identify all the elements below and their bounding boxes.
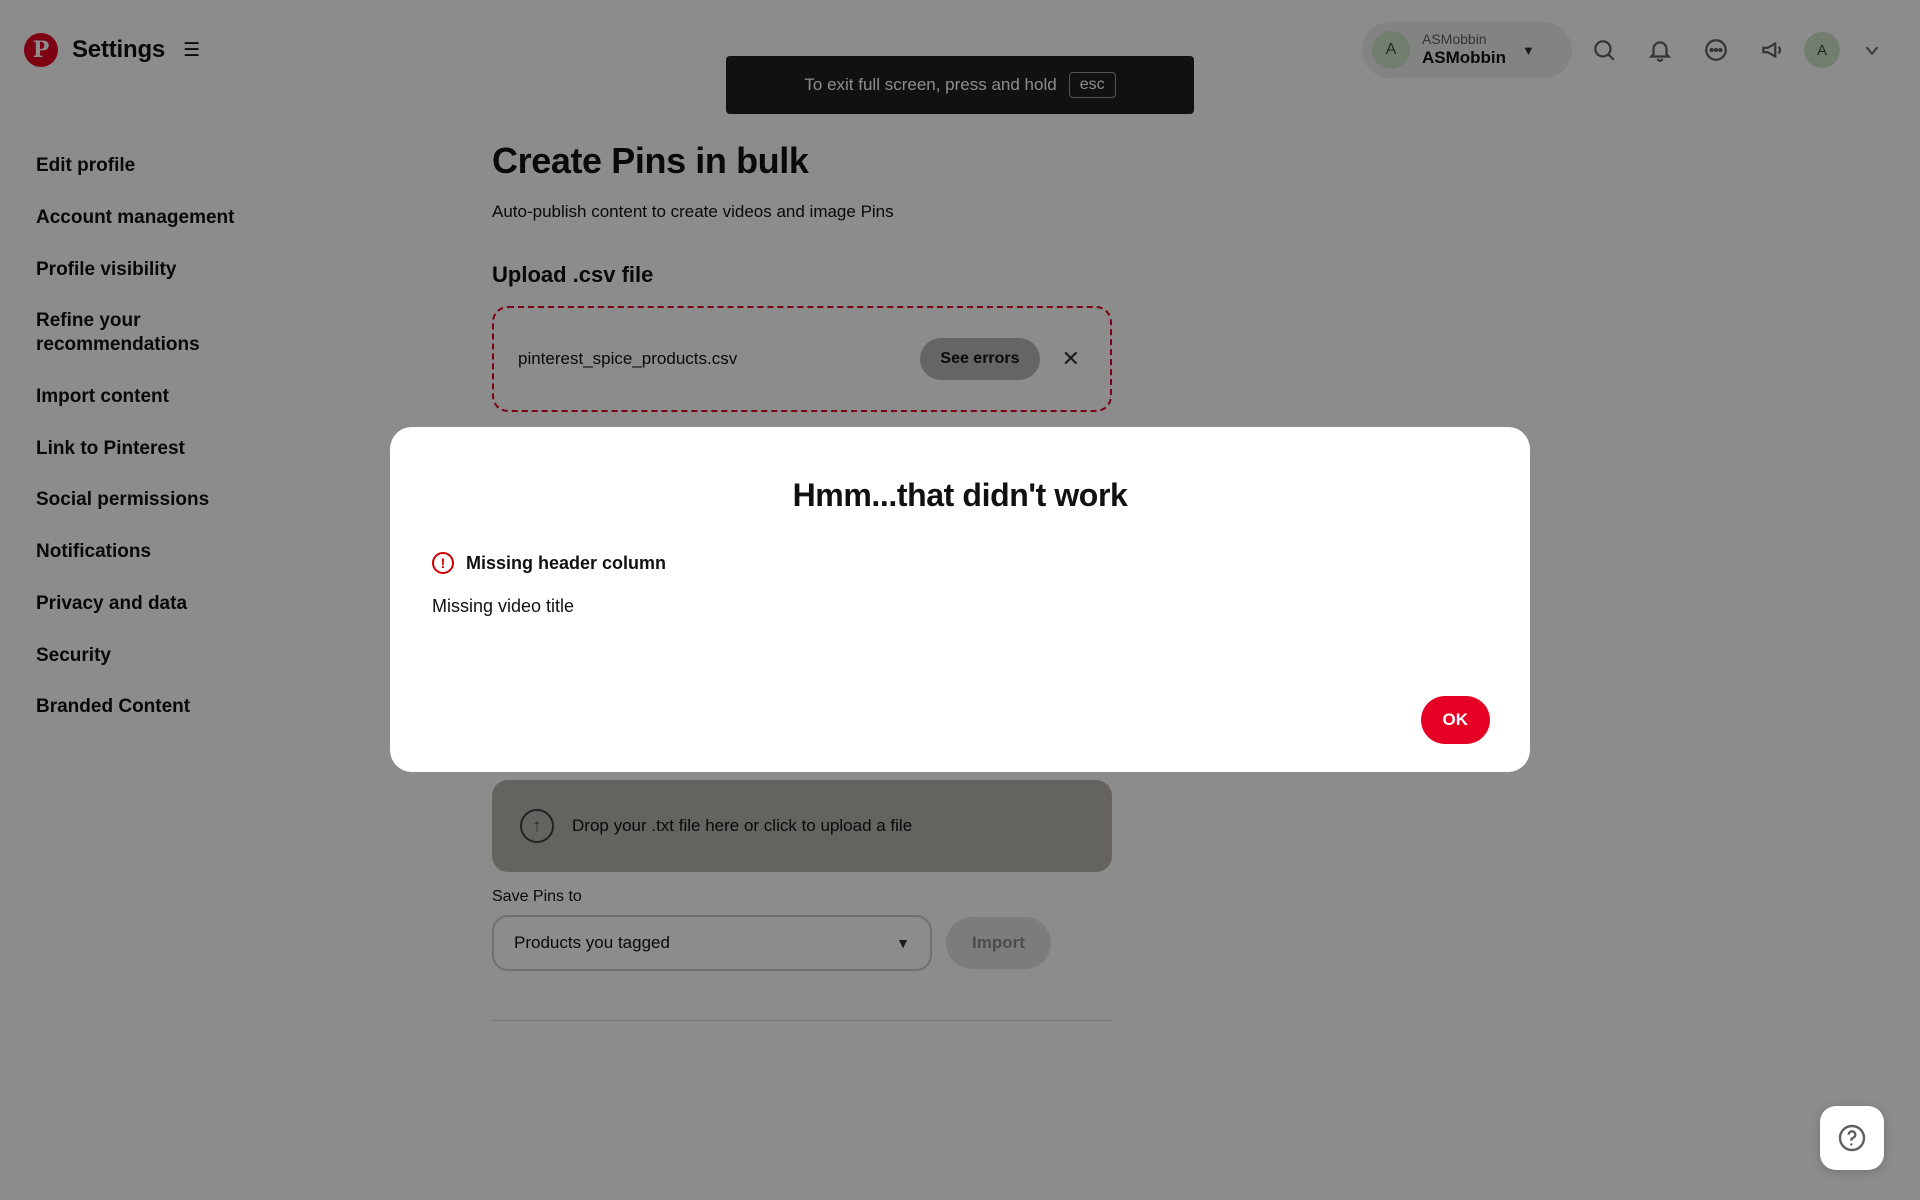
close-icon[interactable]: ✕ xyxy=(1061,346,1080,371)
avatar: A xyxy=(1372,31,1410,69)
sidebar-item-edit-profile[interactable]: Edit profile xyxy=(36,155,136,176)
account-display-name: ASMobbin xyxy=(1422,48,1507,68)
esc-key-badge: esc xyxy=(1069,72,1116,98)
upload-icon: ↑ xyxy=(520,809,554,843)
account-handle: ASMobbin xyxy=(1422,31,1487,48)
page-subtitle: Auto-publish content to create videos and image Pins xyxy=(492,202,894,221)
alert-circle-icon: ! xyxy=(432,552,454,574)
modal-actions xyxy=(430,696,1490,744)
page-title-settings: Settings xyxy=(72,36,166,63)
sidebar-item-security[interactable]: Security xyxy=(36,644,111,666)
error-modal xyxy=(390,427,1530,772)
profile-avatar[interactable]: A xyxy=(1804,32,1840,68)
upload-section-title: Upload .csv file xyxy=(492,262,654,287)
sidebar-item-profile-visibility[interactable]: Profile visibility xyxy=(36,258,177,280)
sidebar-item-refine-your-recommendations[interactable]: Refine your recommendations xyxy=(36,310,200,355)
sidebar-item-notifications[interactable]: Notifications xyxy=(36,541,152,562)
help-button[interactable] xyxy=(1820,1106,1884,1170)
sidebar-item-privacy-and-data[interactable]: Privacy and data xyxy=(36,592,188,614)
modal-title: Hmm...that didn't work xyxy=(792,477,1128,513)
save-pins-to-label: Save Pins to xyxy=(492,888,582,905)
see-errors-button[interactable]: See errors xyxy=(920,338,1039,380)
page-title: Create Pins in bulk xyxy=(492,140,809,181)
chevron-down-icon: ▼ xyxy=(896,935,910,951)
fullscreen-toast-text: To exit full screen, press and hold xyxy=(804,75,1057,94)
sidebar-item-import-content[interactable]: Import content xyxy=(36,385,169,407)
board-select-value: Products you tagged xyxy=(514,933,670,952)
chevron-down-icon: ▼ xyxy=(1522,42,1535,58)
hamburger-icon[interactable]: ☰ xyxy=(183,39,201,61)
sidebar-item-account-management[interactable]: Account management xyxy=(36,206,235,228)
modal-error-detail: Missing video title xyxy=(432,596,575,616)
sidebar-item-link-to-pinterest[interactable]: Link to Pinterest xyxy=(36,437,185,459)
modal-error-header xyxy=(432,552,1490,574)
modal-error-title: Missing header column xyxy=(466,552,667,573)
pinterest-logo-icon: P xyxy=(24,33,58,67)
ok-button[interactable]: OK xyxy=(1421,696,1491,744)
txt-dropzone-label: Drop your .txt file here or click to upload a file xyxy=(572,816,913,835)
uploaded-file-name: pinterest_spice_products.csv xyxy=(518,349,738,368)
import-button[interactable]: Import xyxy=(946,917,1051,969)
sidebar-item-social-permissions[interactable]: Social permissions xyxy=(36,489,210,511)
sidebar-item-branded-content[interactable]: Branded Content xyxy=(36,696,191,718)
question-mark-icon xyxy=(1836,1122,1868,1154)
